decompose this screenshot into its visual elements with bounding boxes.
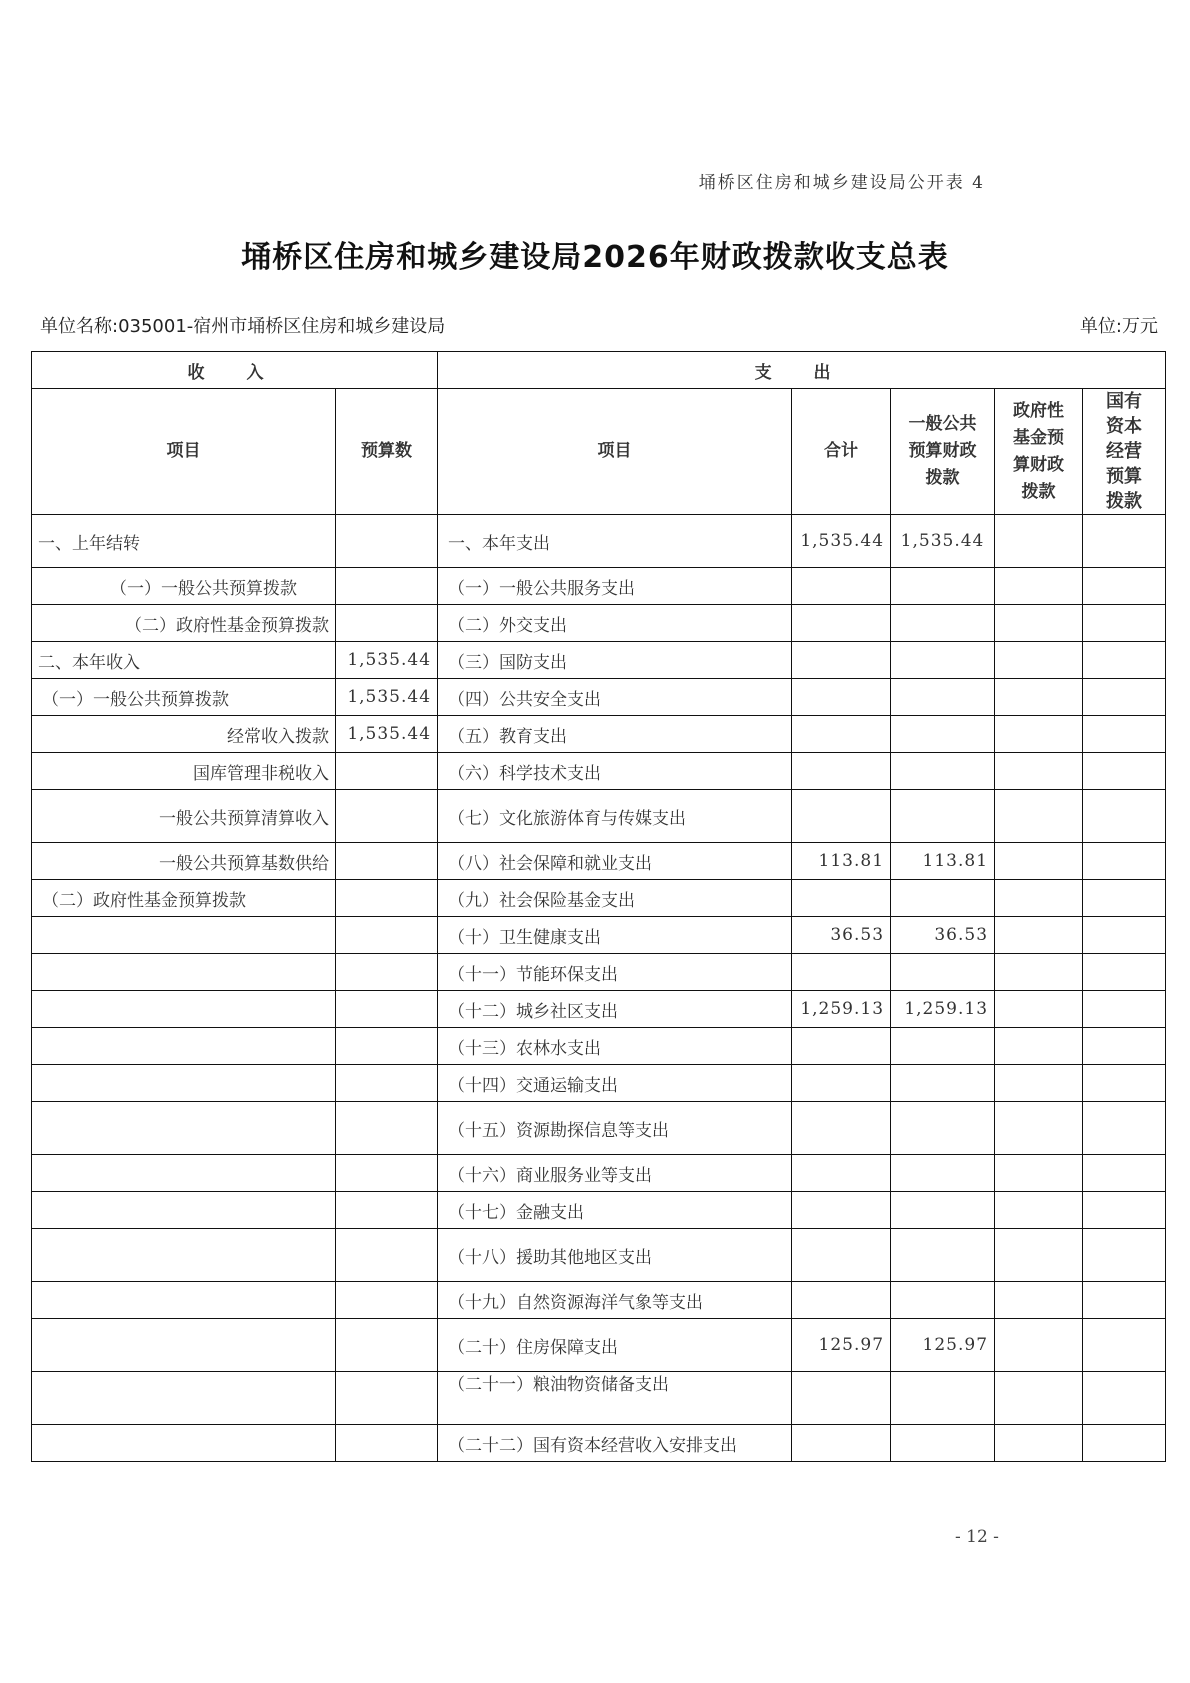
gov-fund-cell — [995, 1155, 1083, 1192]
income-item-cell — [32, 954, 336, 991]
general-budget-header: 一般公共预算财政拨款 — [891, 389, 995, 515]
income-item-cell — [32, 1372, 336, 1425]
income-item-cell: 一般公共预算基数供给 — [32, 843, 336, 880]
gov-fund-cell — [995, 605, 1083, 642]
expense-item-cell: （八）社会保障和就业支出 — [438, 843, 792, 880]
income-budget-cell — [336, 1065, 438, 1102]
state-capital-cell — [1083, 991, 1166, 1028]
income-item-cell — [32, 1282, 336, 1319]
income-budget-cell: 1,535.44 — [336, 679, 438, 716]
gov-fund-cell — [995, 1028, 1083, 1065]
gov-fund-cell — [995, 790, 1083, 843]
expense-total-cell — [792, 1372, 891, 1425]
expense-total-cell — [792, 954, 891, 991]
expense-item-cell: （十八）援助其他地区支出 — [438, 1229, 792, 1282]
expense-item-cell: （十）卫生健康支出 — [438, 917, 792, 954]
income-budget-cell — [336, 1372, 438, 1425]
general-budget-cell: 1,259.13 — [891, 991, 995, 1028]
income-budget-cell — [336, 790, 438, 843]
income-item-cell: 一般公共预算清算收入 — [32, 790, 336, 843]
state-capital-cell — [1083, 568, 1166, 605]
income-budget-cell — [336, 991, 438, 1028]
table-row — [32, 1282, 1166, 1319]
expense-item-cell: （七）文化旅游体育与传媒支出 — [438, 790, 792, 843]
state-capital-cell — [1083, 1229, 1166, 1282]
income-budget-cell: 1,535.44 — [336, 716, 438, 753]
income-item-cell: （二）政府性基金预算拨款 — [32, 880, 336, 917]
income-budget-cell — [336, 1028, 438, 1065]
income-budget-cell — [336, 917, 438, 954]
general-budget-cell — [891, 753, 995, 790]
gov-fund-cell — [995, 1229, 1083, 1282]
expense-total-cell — [792, 753, 891, 790]
table-row — [32, 991, 1166, 1028]
table-row — [32, 1192, 1166, 1229]
expense-item-cell: （五）教育支出 — [438, 716, 792, 753]
gov-fund-cell — [995, 954, 1083, 991]
general-budget-cell — [891, 1102, 995, 1155]
table-row — [32, 1155, 1166, 1192]
gov-fund-cell — [995, 1065, 1083, 1102]
gov-fund-cell — [995, 880, 1083, 917]
expense-item-cell: （十三）农林水支出 — [438, 1028, 792, 1065]
expense-item-cell: （六）科学技术支出 — [438, 753, 792, 790]
general-budget-cell — [891, 1425, 995, 1462]
gov-fund-cell — [995, 515, 1083, 568]
gov-fund-cell — [995, 1282, 1083, 1319]
income-budget-cell — [336, 1155, 438, 1192]
income-budget-cell — [336, 605, 438, 642]
income-budget-cell — [336, 954, 438, 991]
general-budget-cell — [891, 790, 995, 843]
expense-total-cell — [792, 1028, 891, 1065]
income-item-cell: 国库管理非税收入 — [32, 753, 336, 790]
general-budget-cell — [891, 1155, 995, 1192]
income-budget-header: 预算数 — [336, 389, 438, 515]
document-tag: 埇桥区住房和城乡建设局公开表 4 — [698, 173, 985, 193]
table-row — [32, 880, 1166, 917]
income-group-header: 收 入 — [32, 352, 438, 389]
expense-item-cell: （一）一般公共服务支出 — [438, 568, 792, 605]
expense-total-cell — [792, 790, 891, 843]
income-item-cell — [32, 1102, 336, 1155]
table-row — [32, 716, 1166, 753]
gov-fund-cell — [995, 1102, 1083, 1155]
state-capital-cell — [1083, 1425, 1166, 1462]
gov-fund-cell — [995, 1319, 1083, 1372]
table-meta — [40, 312, 1158, 338]
general-budget-cell — [891, 1229, 995, 1282]
expense-item-cell: （四）公共安全支出 — [438, 679, 792, 716]
gov-fund-cell — [995, 716, 1083, 753]
general-budget-cell: 113.81 — [891, 843, 995, 880]
income-budget-cell — [336, 1319, 438, 1372]
table-row — [32, 515, 1166, 568]
expense-item-cell: （十四）交通运输支出 — [438, 1065, 792, 1102]
fiscal-summary-table — [31, 351, 1166, 1462]
income-item-cell: 经常收入拨款 — [32, 716, 336, 753]
state-capital-cell — [1083, 954, 1166, 991]
expense-total-cell — [792, 1229, 891, 1282]
table-row — [32, 642, 1166, 679]
table-row — [32, 679, 1166, 716]
expense-item-cell: （二十二）国有资本经营收入安排支出 — [438, 1425, 792, 1462]
table-row — [32, 917, 1166, 954]
state-capital-cell — [1083, 1102, 1166, 1155]
state-capital-cell — [1083, 917, 1166, 954]
table-row — [32, 1372, 1166, 1425]
general-budget-cell — [891, 1192, 995, 1229]
expense-total-cell: 1,535.44 — [792, 515, 891, 568]
expense-item-cell: （二十）住房保障支出 — [438, 1319, 792, 1372]
income-item-cell — [32, 991, 336, 1028]
general-budget-cell — [891, 1282, 995, 1319]
income-budget-cell — [336, 1229, 438, 1282]
state-capital-cell — [1083, 1155, 1166, 1192]
income-item-cell: 一、上年结转 — [32, 515, 336, 568]
state-capital-cell — [1083, 1372, 1166, 1425]
state-capital-cell — [1083, 716, 1166, 753]
expense-item-cell: （二十一）粮油物资储备支出 — [438, 1372, 792, 1425]
expense-item-cell: （十一）节能环保支出 — [438, 954, 792, 991]
general-budget-cell — [891, 880, 995, 917]
header-group-row — [32, 352, 1166, 389]
state-capital-header: 国有资本经营预算拨款 — [1083, 389, 1166, 515]
general-budget-cell — [891, 716, 995, 753]
state-capital-cell — [1083, 790, 1166, 843]
expense-item-cell: （十二）城乡社区支出 — [438, 991, 792, 1028]
expense-total-cell — [792, 1425, 891, 1462]
page-title: 埇桥区住房和城乡建设局2026年财政拨款收支总表 — [241, 240, 949, 275]
expense-total-cell — [792, 880, 891, 917]
unit-label: 单位:万元 — [1079, 316, 1158, 337]
general-budget-cell — [891, 954, 995, 991]
expense-total-cell — [792, 716, 891, 753]
income-budget-cell: 1,535.44 — [336, 642, 438, 679]
income-item-cell — [32, 917, 336, 954]
table-row — [32, 1065, 1166, 1102]
expense-total-cell — [792, 605, 891, 642]
state-capital-cell — [1083, 1028, 1166, 1065]
gov-fund-cell — [995, 679, 1083, 716]
table-row — [32, 1229, 1166, 1282]
table-row — [32, 605, 1166, 642]
general-budget-cell — [891, 1028, 995, 1065]
income-item-cell — [32, 1065, 336, 1102]
unit-name: 单位名称:035001-宿州市埇桥区住房和城乡建设局 — [40, 316, 446, 337]
gov-fund-cell — [995, 753, 1083, 790]
gov-fund-cell — [995, 1192, 1083, 1229]
expense-item-cell: （十七）金融支出 — [438, 1192, 792, 1229]
expense-total-cell — [792, 642, 891, 679]
income-item-cell — [32, 1229, 336, 1282]
table-row — [32, 1319, 1166, 1372]
expense-total-cell: 125.97 — [792, 1319, 891, 1372]
page-number: - 12 - — [955, 1527, 999, 1547]
income-budget-cell — [336, 1102, 438, 1155]
income-item-cell — [32, 1028, 336, 1065]
income-item-cell: （二）政府性基金预算拨款 — [32, 605, 336, 642]
state-capital-cell — [1083, 1282, 1166, 1319]
general-budget-cell: 36.53 — [891, 917, 995, 954]
income-budget-cell — [336, 880, 438, 917]
expense-total-cell — [792, 1102, 891, 1155]
table-row — [32, 1028, 1166, 1065]
income-item-header: 项目 — [32, 389, 336, 515]
income-item-cell: （一）一般公共预算拨款 — [32, 679, 336, 716]
state-capital-cell — [1083, 605, 1166, 642]
gov-fund-cell — [995, 991, 1083, 1028]
expense-item-cell: （十六）商业服务业等支出 — [438, 1155, 792, 1192]
expense-total-cell — [792, 1155, 891, 1192]
income-item-cell — [32, 1425, 336, 1462]
expense-total-cell — [792, 1192, 891, 1229]
income-item-cell: 二、本年收入 — [32, 642, 336, 679]
expense-total-cell: 113.81 — [792, 843, 891, 880]
income-budget-cell — [336, 843, 438, 880]
state-capital-cell — [1083, 753, 1166, 790]
income-item-cell — [32, 1192, 336, 1229]
general-budget-cell — [891, 679, 995, 716]
income-item-cell — [32, 1319, 336, 1372]
expense-item-cell: （十九）自然资源海洋气象等支出 — [438, 1282, 792, 1319]
expense-item-cell: （九）社会保险基金支出 — [438, 880, 792, 917]
expense-item-header: 项目 — [438, 389, 792, 515]
expense-item-cell: （三）国防支出 — [438, 642, 792, 679]
state-capital-cell — [1083, 880, 1166, 917]
income-item-cell: （一）一般公共预算拨款 — [32, 568, 336, 605]
general-budget-cell: 125.97 — [891, 1319, 995, 1372]
gov-fund-cell — [995, 917, 1083, 954]
general-budget-cell — [891, 1372, 995, 1425]
state-capital-cell — [1083, 679, 1166, 716]
general-budget-cell — [891, 642, 995, 679]
gov-fund-cell — [995, 1425, 1083, 1462]
state-capital-cell — [1083, 1192, 1166, 1229]
gov-fund-cell — [995, 843, 1083, 880]
income-budget-cell — [336, 1192, 438, 1229]
general-budget-cell — [891, 1065, 995, 1102]
expense-total-cell — [792, 679, 891, 716]
table-row — [32, 1102, 1166, 1155]
expense-item-cell: （十五）资源勘探信息等支出 — [438, 1102, 792, 1155]
income-item-cell — [32, 1155, 336, 1192]
gov-fund-cell — [995, 642, 1083, 679]
table-row — [32, 843, 1166, 880]
state-capital-cell — [1083, 1065, 1166, 1102]
table-row — [32, 568, 1166, 605]
general-budget-cell — [891, 568, 995, 605]
table-row — [32, 954, 1166, 991]
table-row — [32, 1425, 1166, 1462]
expense-total-cell — [792, 1065, 891, 1102]
expense-group-header: 支 出 — [438, 352, 1166, 389]
gov-fund-cell — [995, 1372, 1083, 1425]
expense-total-cell: 1,259.13 — [792, 991, 891, 1028]
income-budget-cell — [336, 1425, 438, 1462]
total-header: 合计 — [792, 389, 891, 515]
income-budget-cell — [336, 515, 438, 568]
table-row — [32, 790, 1166, 843]
income-budget-cell — [336, 568, 438, 605]
expense-total-cell — [792, 1282, 891, 1319]
expense-total-cell — [792, 568, 891, 605]
general-budget-cell — [891, 605, 995, 642]
state-capital-cell — [1083, 642, 1166, 679]
state-capital-cell — [1083, 515, 1166, 568]
state-capital-cell — [1083, 843, 1166, 880]
expense-total-cell: 36.53 — [792, 917, 891, 954]
table-row — [32, 753, 1166, 790]
header-column-row — [32, 389, 1166, 515]
gov-fund-cell — [995, 568, 1083, 605]
income-budget-cell — [336, 753, 438, 790]
general-budget-cell: 1,535.44 — [891, 515, 995, 568]
income-budget-cell — [336, 1282, 438, 1319]
expense-item-cell: （二）外交支出 — [438, 605, 792, 642]
gov-fund-header: 政府性基金预算财政拨款 — [995, 389, 1083, 515]
expense-item-cell: 一、本年支出 — [438, 515, 792, 568]
state-capital-cell — [1083, 1319, 1166, 1372]
